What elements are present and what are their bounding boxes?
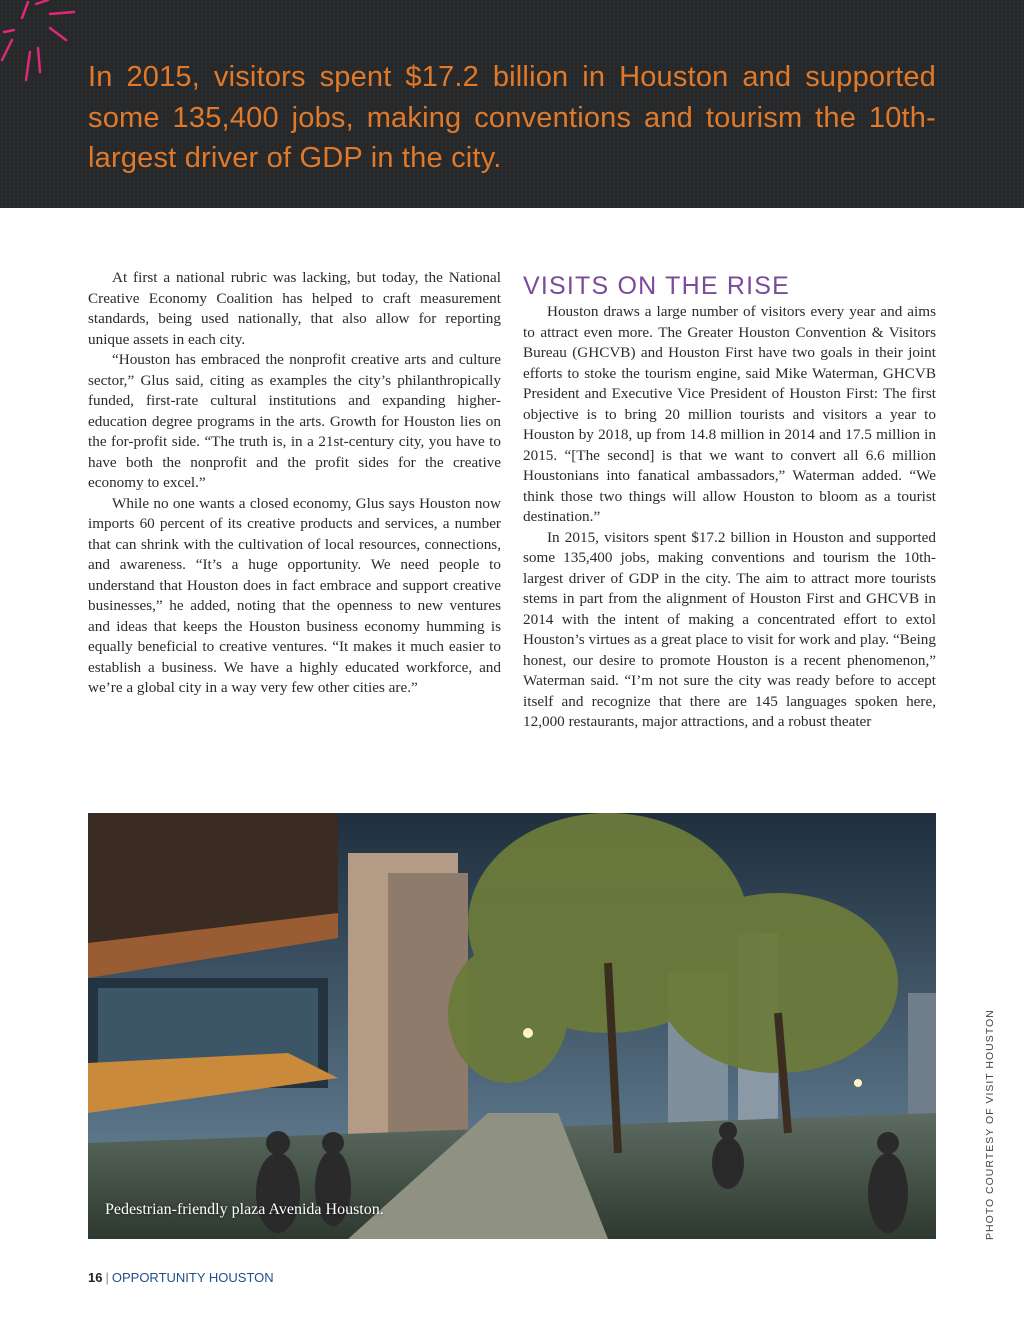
body-paragraph: Houston draws a large number of visitors every year and aims to attract even more. The Greater Houston Convention & Visitors Bureau (GHCVB) and Houston First have two goals in their joint efforts to stoke the tourism engine, said Mike Waterman, GHCVB President and Executive Vice President of Houston First: The first objective is to bring 20 million tourists and visitors a year to Houston by 2018, up from 14.8 million in 2014 and 17.5 million in 2015. “[The second] is that we want to convert all 6.6 million Houstonians into fanatical ambassadors,” Waterman added. “We think those two things will allow Houston to bloom as a tourist destination.” [523,303,936,525]
page-number: 16 [88,1270,103,1285]
page-footer [88,1270,274,1285]
firework-burst-decoration [0,0,90,90]
left-column [88,268,501,699]
body-paragraph: At first a national rubric was lacking, but today, the National Creative Economy Coalition has helped to craft measurement standards, being used nationally, that also allow for reporting unique assets in each city. [88,269,501,348]
pull-quote-banner [0,0,1024,208]
section-heading: VISITS ON THE RISE [523,272,791,300]
right-column [523,272,936,733]
photo-credit: PHOTO COURTESY OF VISIT HOUSTON [984,1009,996,1240]
plaza-illustration [88,813,936,1239]
body-paragraph: “Houston has embraced the nonprofit creative arts and culture sector,” Glus said, citing as examples the city’s philanthropically funded, first-rate cultural institutions and expanding higher-education degree programs in the arts. Growth for Houston lies on the for-profit side. “The truth is, in a 21st-century city, you have to have both the nonprofit and the profit sides for the creative economy to excel.” [88,351,501,491]
pull-quote: In 2015, visitors spent $17.2 billion in Houston and supported some 135,400 jobs, making conventions and tourism the 10th-largest driver of GDP in the city. [88,61,936,174]
publication-name: OPPORTUNITY HOUSTON [111,1270,274,1285]
body-paragraph: In 2015, visitors spent $17.2 billion in Houston and supported some 135,400 jobs, making conventions and tourism the 10th-largest driver of GDP in the city. The aim to attract more tourists stems in part from the alignment of Houston First and GHCVB in 2014 with the intent of making a concentrated effort to extol Houston’s virtues as a great place to visit for work and play. “Being honest, our desire to promote Houston is a recent phenomenon,” Waterman said. “I’m not sure the city was ready before to accept itself and recognize that there are 145 languages spoken here, 12,000 restaurants, major attractions, and a robust theater [523,528,936,730]
footer-separator: | [105,1270,109,1285]
body-paragraph: While no one wants a closed economy, Glus says Houston now imports 60 percent of its creative products and services, a number that can shrink with the cultivation of local resources, connections, and awareness. “It’s a huge opportunity. We need people to understand that Houston does in fact embrace and support creative businesses,” he added, noting that the openness to new ventures and ideas that keeps the Houston business economy humming is equally beneficial to creative ventures. “It makes it much easier to establish a business. We have a highly educated workforce, and we’re a global city in a way very few other cities are.” [88,494,501,696]
photo-caption: Pedestrian-friendly plaza Avenida Houston. [105,1201,384,1218]
plaza-photo [88,813,936,1239]
